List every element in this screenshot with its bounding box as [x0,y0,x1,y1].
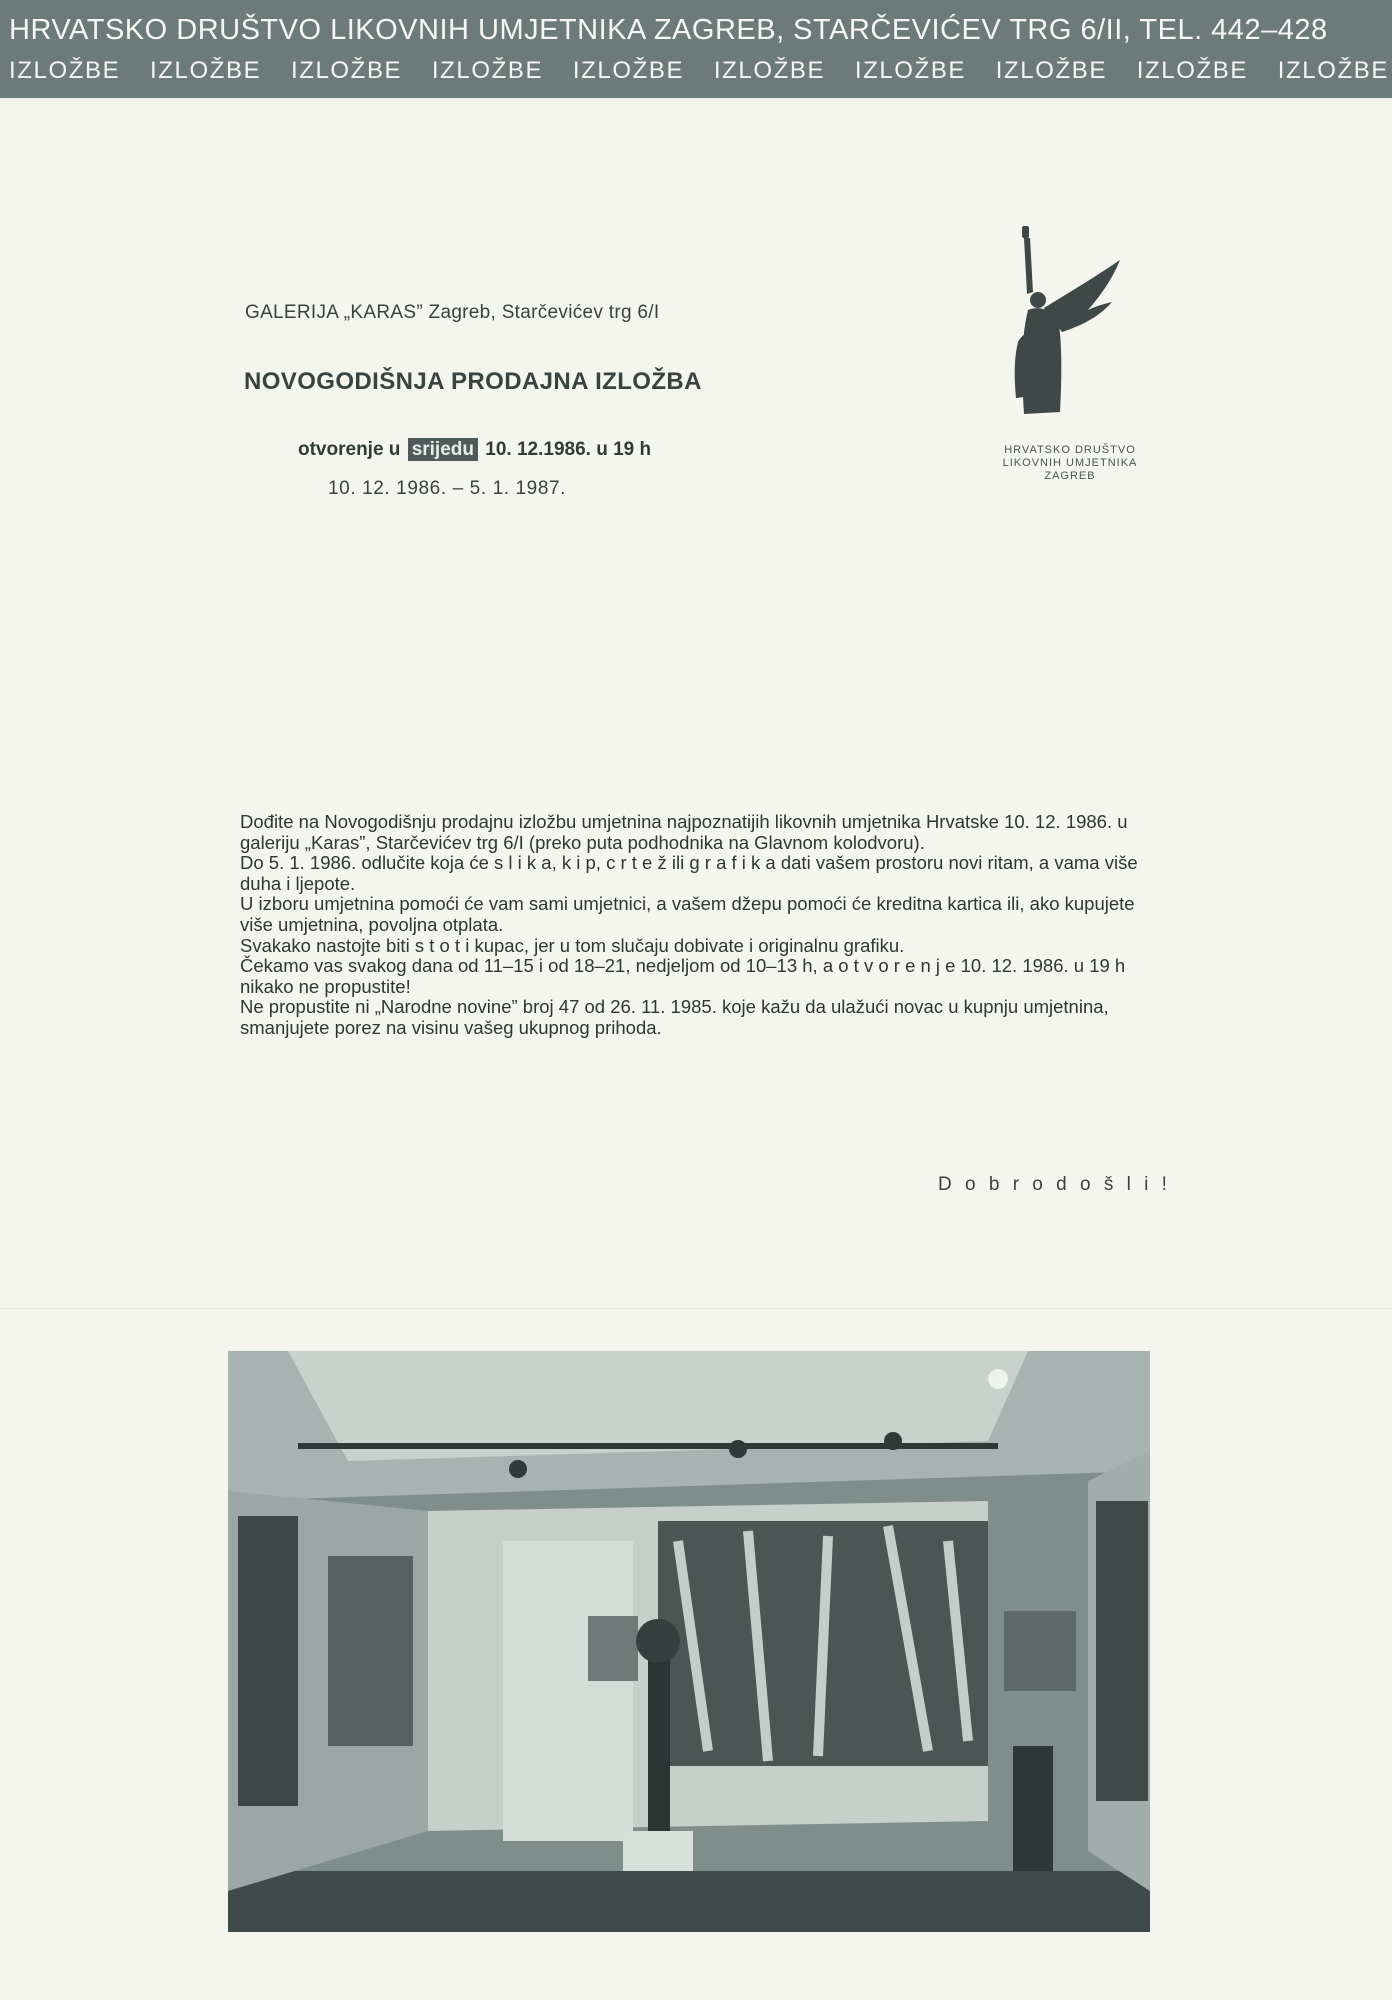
banner-word: IZLOŽBE [572,57,685,84]
banner-word: IZLOŽBE [290,57,403,84]
paragraph: Svakako nastojte biti s t o t i kupac, jer u tom slučaju dobivate i originalnu grafiku. [240,934,905,956]
opening-datetime: 10. 12.1986. u 19 h [485,439,652,460]
page-title: NOVOGODIŠNJA PRODAJNA IZLOŽBA [244,368,702,395]
exhibition-dates: 10. 12. 1986. – 5. 1. 1987. [328,478,567,499]
opening-line [298,439,651,461]
paragraph: Čekamo vas svakog dana od 11–15 i od 18–21, nedjeljom od 10–13 h, a o t v o r e n j e 10. 12. 1986. u 19 h nikako ne propustite! [240,955,1126,997]
banner-organization-line: HRVATSKO DRUŠTVO LIKOVNIH UMJETNIKA ZAGREB, STARČEVIĆEV TRG 6/II, TEL. 442–428 [9,14,1328,46]
org-line: LIKOVNIH UMJETNIKA [1002,457,1138,469]
paragraph: U izboru umjetnina pomoći će vam sami umjetnici, a vašem džepu pomoći će kreditna kartica ili, ako kupujete više umjetnina, povoljna otplata. [240,893,1135,935]
banner-word: IZLOŽBE [149,57,262,84]
banner-word: IZLOŽBE [1136,57,1248,84]
banner-word: IZLOŽBE [9,57,121,84]
banner-word: IZLOŽBE [713,57,826,84]
banner-word: IZLOŽBE [995,57,1108,84]
org-line: HRVATSKO DRUŠTVO [1004,444,1136,456]
org-line: ZAGREB [1044,470,1096,482]
fold-line [0,1308,1392,1309]
banner-word: IZLOŽBE [1277,57,1389,84]
gallery-address: GALERIJA „KARAS” Zagreb, Starčevićev trg 6/I [245,302,660,323]
paragraph: Dođite na Novogodišnju prodajnu izložbu umjetnina najpoznatijih likovnih umjetnika Hrvatske 10. 12. 1986. u galeriju „Karas”, Starčevićev trg 6/I (preko puta podhodnika na Glavnom kolodvoru). [240,811,1128,853]
paragraph: Ne propustite ni „Narodne novine” broj 47 od 26. 11. 1985. koje kažu da ulažući novac u kupnju umjetnina, smanjujete porez na visinu vašeg ukupnog prihoda. [240,996,1109,1038]
banner-exhibitions-line [9,57,1389,85]
organization-logo-text [960,444,1180,483]
opening-day-highlight: srijedu [408,438,478,461]
banner-word: IZLOŽBE [854,57,967,84]
header-banner [0,0,1392,98]
banner-word: IZLOŽBE [431,57,544,84]
welcome-text: D o b r o d o š l i ! [938,1174,1171,1195]
opening-prefix: otvorenje u [298,439,401,460]
invitation-text [240,812,1140,1039]
gallery-interior-photo [228,1351,1150,1932]
winged-figure-icon [1000,222,1140,422]
paragraph: Do 5. 1. 1986. odlučite koja će s l i k a, k i p, c r t e ž ili g r a f i k a dati vašem prostoru novi ritam, a vama više duha i ljepote. [240,852,1138,894]
